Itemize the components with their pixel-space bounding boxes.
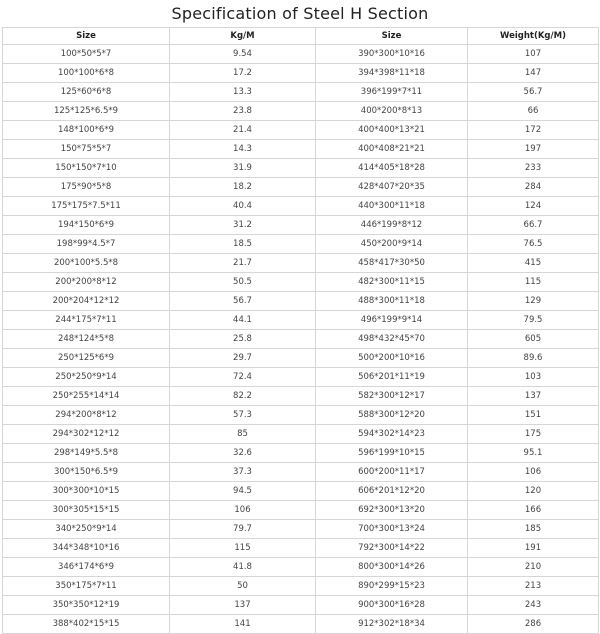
table-row <box>3 615 599 634</box>
spec-table <box>2 27 599 634</box>
cell-kgm: 32.6 <box>170 444 316 463</box>
cell-kgm: 25.8 <box>170 330 316 349</box>
table-row <box>3 444 599 463</box>
cell-size-1: 150*150*7*10 <box>3 159 170 178</box>
cell-kgm: 37.3 <box>170 463 316 482</box>
cell-size-1: 250*250*9*14 <box>3 368 170 387</box>
cell-size-1: 200*200*8*12 <box>3 273 170 292</box>
cell-weight: 106 <box>468 463 599 482</box>
table-body <box>3 45 599 634</box>
cell-size-2: 700*300*13*24 <box>316 520 468 539</box>
table-row <box>3 387 599 406</box>
cell-weight: 129 <box>468 292 599 311</box>
table-row <box>3 330 599 349</box>
table-row <box>3 197 599 216</box>
cell-size-2: 582*300*12*17 <box>316 387 468 406</box>
cell-size-1: 300*150*6.5*9 <box>3 463 170 482</box>
cell-kgm: 9.54 <box>170 45 316 64</box>
cell-size-2: 450*200*9*14 <box>316 235 468 254</box>
cell-size-1: 294*200*8*12 <box>3 406 170 425</box>
cell-weight: 56.7 <box>468 83 599 102</box>
cell-size-1: 248*124*5*8 <box>3 330 170 349</box>
cell-weight: 191 <box>468 539 599 558</box>
cell-weight: 103 <box>468 368 599 387</box>
cell-size-1: 344*348*10*16 <box>3 539 170 558</box>
cell-size-2: 606*201*12*20 <box>316 482 468 501</box>
cell-size-1: 175*90*5*8 <box>3 178 170 197</box>
cell-weight: 197 <box>468 140 599 159</box>
table-row <box>3 235 599 254</box>
cell-kgm: 29.7 <box>170 349 316 368</box>
cell-size-1: 200*100*5.5*8 <box>3 254 170 273</box>
cell-size-2: 498*432*45*70 <box>316 330 468 349</box>
cell-weight: 151 <box>468 406 599 425</box>
table-row <box>3 216 599 235</box>
cell-weight: 243 <box>468 596 599 615</box>
table-row <box>3 482 599 501</box>
cell-size-1: 340*250*9*14 <box>3 520 170 539</box>
cell-kgm: 18.5 <box>170 235 316 254</box>
cell-weight: 79.5 <box>468 311 599 330</box>
cell-size-2: 792*300*14*22 <box>316 539 468 558</box>
cell-size-2: 394*398*11*18 <box>316 64 468 83</box>
cell-kgm: 17.2 <box>170 64 316 83</box>
header-kgm: Kg/M <box>170 28 316 45</box>
table-row <box>3 102 599 121</box>
cell-kgm: 79.7 <box>170 520 316 539</box>
table-row <box>3 520 599 539</box>
cell-size-1: 388*402*15*15 <box>3 615 170 634</box>
table-row <box>3 292 599 311</box>
cell-weight: 115 <box>468 273 599 292</box>
cell-kgm: 85 <box>170 425 316 444</box>
cell-kgm: 50 <box>170 577 316 596</box>
cell-kgm: 21.4 <box>170 121 316 140</box>
cell-size-2: 506*201*11*19 <box>316 368 468 387</box>
cell-kgm: 82.2 <box>170 387 316 406</box>
cell-size-2: 596*199*10*15 <box>316 444 468 463</box>
header-weight: Weight(Kg/M) <box>468 28 599 45</box>
cell-weight: 605 <box>468 330 599 349</box>
cell-size-1: 194*150*6*9 <box>3 216 170 235</box>
cell-size-2: 588*300*12*20 <box>316 406 468 425</box>
cell-size-2: 496*199*9*14 <box>316 311 468 330</box>
cell-weight: 286 <box>468 615 599 634</box>
table-row <box>3 254 599 273</box>
table-row <box>3 368 599 387</box>
cell-kgm: 57.3 <box>170 406 316 425</box>
cell-kgm: 106 <box>170 501 316 520</box>
table-row <box>3 178 599 197</box>
table-row <box>3 121 599 140</box>
cell-size-2: 600*200*11*17 <box>316 463 468 482</box>
cell-size-2: 692*300*13*20 <box>316 501 468 520</box>
cell-size-1: 294*302*12*12 <box>3 425 170 444</box>
table-row <box>3 463 599 482</box>
cell-size-2: 890*299*15*23 <box>316 577 468 596</box>
cell-kgm: 21.7 <box>170 254 316 273</box>
table-row <box>3 596 599 615</box>
cell-size-1: 298*149*5.5*8 <box>3 444 170 463</box>
cell-size-1: 125*125*6.5*9 <box>3 102 170 121</box>
cell-weight: 172 <box>468 121 599 140</box>
cell-kgm: 94.5 <box>170 482 316 501</box>
cell-kgm: 141 <box>170 615 316 634</box>
cell-size-2: 400*400*13*21 <box>316 121 468 140</box>
cell-size-2: 500*200*10*16 <box>316 349 468 368</box>
cell-kgm: 72.4 <box>170 368 316 387</box>
cell-size-1: 125*60*6*8 <box>3 83 170 102</box>
table-row <box>3 83 599 102</box>
cell-weight: 89.6 <box>468 349 599 368</box>
cell-weight: 147 <box>468 64 599 83</box>
cell-weight: 124 <box>468 197 599 216</box>
table-row <box>3 425 599 444</box>
cell-size-1: 200*204*12*12 <box>3 292 170 311</box>
cell-size-1: 100*100*6*8 <box>3 64 170 83</box>
cell-size-1: 250*125*6*9 <box>3 349 170 368</box>
cell-size-2: 400*200*8*13 <box>316 102 468 121</box>
cell-size-1: 198*99*4.5*7 <box>3 235 170 254</box>
table-row <box>3 539 599 558</box>
table-row <box>3 273 599 292</box>
cell-weight: 233 <box>468 159 599 178</box>
cell-kgm: 13.3 <box>170 83 316 102</box>
cell-weight: 66 <box>468 102 599 121</box>
table-row <box>3 558 599 577</box>
cell-kgm: 23.8 <box>170 102 316 121</box>
table-row <box>3 64 599 83</box>
cell-kgm: 41.8 <box>170 558 316 577</box>
table-row <box>3 45 599 64</box>
cell-size-2: 400*408*21*21 <box>316 140 468 159</box>
cell-size-1: 100*50*5*7 <box>3 45 170 64</box>
cell-weight: 284 <box>468 178 599 197</box>
cell-kgm: 115 <box>170 539 316 558</box>
table-row <box>3 159 599 178</box>
table-row <box>3 577 599 596</box>
cell-weight: 120 <box>468 482 599 501</box>
cell-size-2: 912*302*18*34 <box>316 615 468 634</box>
cell-weight: 76.5 <box>468 235 599 254</box>
cell-size-1: 150*75*5*7 <box>3 140 170 159</box>
cell-size-2: 458*417*30*50 <box>316 254 468 273</box>
cell-size-2: 594*302*14*23 <box>316 425 468 444</box>
cell-size-1: 350*350*12*19 <box>3 596 170 615</box>
cell-size-2: 414*405*18*28 <box>316 159 468 178</box>
cell-size-1: 346*174*6*9 <box>3 558 170 577</box>
cell-size-1: 300*305*15*15 <box>3 501 170 520</box>
table-row <box>3 406 599 425</box>
cell-size-1: 250*255*14*14 <box>3 387 170 406</box>
cell-weight: 137 <box>468 387 599 406</box>
cell-size-2: 800*300*14*26 <box>316 558 468 577</box>
cell-weight: 95.1 <box>468 444 599 463</box>
cell-weight: 175 <box>468 425 599 444</box>
cell-kgm: 50.5 <box>170 273 316 292</box>
header-size-1: Size <box>3 28 170 45</box>
cell-kgm: 44.1 <box>170 311 316 330</box>
cell-kgm: 31.2 <box>170 216 316 235</box>
cell-kgm: 56.7 <box>170 292 316 311</box>
cell-kgm: 14.3 <box>170 140 316 159</box>
cell-weight: 185 <box>468 520 599 539</box>
cell-size-2: 488*300*11*18 <box>316 292 468 311</box>
cell-size-1: 148*100*6*9 <box>3 121 170 140</box>
cell-size-2: 428*407*20*35 <box>316 178 468 197</box>
cell-kgm: 31.9 <box>170 159 316 178</box>
cell-weight: 213 <box>468 577 599 596</box>
cell-size-1: 300*300*10*15 <box>3 482 170 501</box>
table-header-row <box>3 28 599 45</box>
cell-size-1: 175*175*7.5*11 <box>3 197 170 216</box>
cell-kgm: 40.4 <box>170 197 316 216</box>
cell-size-2: 446*199*8*12 <box>316 216 468 235</box>
table-row <box>3 311 599 330</box>
page-title: Specification of Steel H Section <box>171 4 429 23</box>
header-size-2: Size <box>316 28 468 45</box>
cell-weight: 210 <box>468 558 599 577</box>
cell-size-2: 396*199*7*11 <box>316 83 468 102</box>
cell-weight: 107 <box>468 45 599 64</box>
cell-weight: 415 <box>468 254 599 273</box>
cell-size-2: 390*300*10*16 <box>316 45 468 64</box>
cell-weight: 166 <box>468 501 599 520</box>
cell-size-2: 482*300*11*15 <box>316 273 468 292</box>
cell-size-1: 350*175*7*11 <box>3 577 170 596</box>
cell-weight: 66.7 <box>468 216 599 235</box>
cell-kgm: 137 <box>170 596 316 615</box>
table-row <box>3 501 599 520</box>
table-row <box>3 140 599 159</box>
cell-size-1: 244*175*7*11 <box>3 311 170 330</box>
cell-kgm: 18.2 <box>170 178 316 197</box>
cell-size-2: 440*300*11*18 <box>316 197 468 216</box>
table-row <box>3 349 599 368</box>
cell-size-2: 900*300*16*28 <box>316 596 468 615</box>
